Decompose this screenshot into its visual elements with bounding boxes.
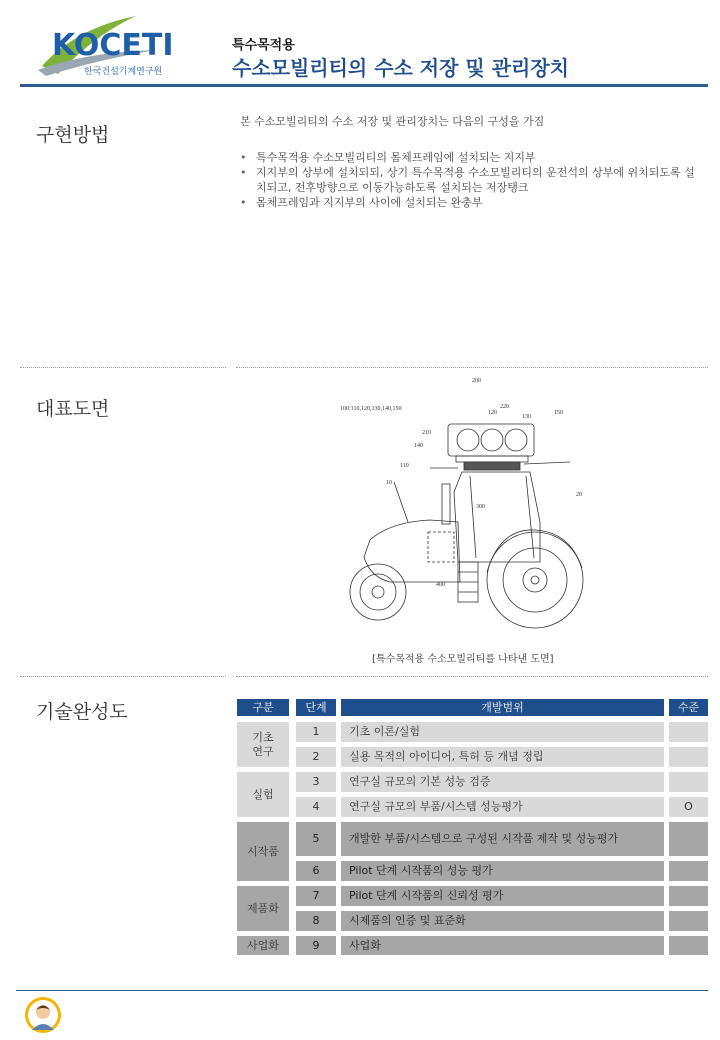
bullet-item: • 지지부의 상부에 설치되되, 상기 특수목적용 수소모빌리티의 운전석의 상부에 위치되도록 설치되고, 전후방향으로 이동가능하도록 설치되는 저장탱크 <box>240 165 700 195</box>
page-title: 수소모빌리티의 수소 저장 및 관리장치 <box>232 56 569 80</box>
fig-label: 150 <box>554 410 563 416</box>
fig-label: 300 <box>476 504 485 510</box>
stage-cell: 1 <box>296 722 336 742</box>
fig-label: 400 <box>436 582 445 588</box>
stage-cell: 8 <box>296 911 336 931</box>
level-cell <box>669 822 708 856</box>
scope-cell: 기초 이론/실험 <box>341 722 664 742</box>
scope-cell: Pilot 단계 시작품의 신뢰성 평가 <box>341 886 664 906</box>
footer-divider <box>16 990 708 991</box>
scope-cell: 사업화 <box>341 936 664 955</box>
section-label-maturity: 기술완성도 <box>36 701 128 723</box>
fig-label: 140 <box>414 443 423 449</box>
scope-cell: 실용 목적의 아이디어, 특허 등 개념 정립 <box>341 747 664 767</box>
scope-cell: 개발한 부품/시스템으로 구성된 시작품 제작 및 성능평가 <box>341 822 664 856</box>
table-header-category: 구분 <box>237 699 289 716</box>
fig-label: 200 <box>472 378 481 384</box>
scope-cell: 연구실 규모의 부품/시스템 성능평가 <box>341 797 664 817</box>
avatar-icon <box>24 996 62 1034</box>
fig-label: 10 <box>386 480 392 486</box>
logo-subtext: 한국건설기계연구원 <box>84 67 163 77</box>
fig-label: 20 <box>576 492 582 498</box>
level-cell <box>669 911 708 931</box>
stage-cell: 2 <box>296 747 336 767</box>
level-cell <box>669 747 708 767</box>
stage-cell: 9 <box>296 936 336 955</box>
category-productization: 제품화 <box>237 886 289 931</box>
category-commercialization: 사업화 <box>237 936 289 955</box>
table-header-stage: 단계 <box>296 699 336 716</box>
fig-label: 210 <box>422 430 431 436</box>
section-label-method: 구현방법 <box>36 124 110 146</box>
stage-cell: 7 <box>296 886 336 906</box>
level-cell <box>669 886 708 906</box>
bullet-item: • 몸체프레임과 지지부의 사이에 설치되는 완충부 <box>240 195 700 210</box>
header-divider <box>20 84 708 87</box>
fig-label: 220 <box>500 404 509 410</box>
fig-label: 120 <box>488 410 497 416</box>
scope-cell: 연구실 규모의 기본 성능 검증 <box>341 772 664 792</box>
koceti-logo <box>36 8 176 78</box>
fig-label: 110 <box>400 463 409 469</box>
category-prototype: 시작품 <box>237 822 289 881</box>
fig-label: 130 <box>522 414 531 420</box>
divider-left <box>20 676 226 677</box>
divider-right <box>236 676 708 677</box>
scope-cell: Pilot 단계 시작품의 성능 평가 <box>341 861 664 881</box>
stage-cell: 3 <box>296 772 336 792</box>
divider-left <box>20 367 226 368</box>
scope-cell: 시제품의 인증 및 표준화 <box>341 911 664 931</box>
figure-caption: [특수목적용 수소모빌리티를 나타낸 도면] <box>372 654 554 665</box>
method-bullet-list <box>240 150 700 210</box>
tractor-drawing <box>330 372 600 642</box>
level-cell <box>669 861 708 881</box>
level-cell <box>669 772 708 792</box>
bullet-item: • 특수목적용 수소모빌리티의 몸체프레임에 설치되는 지지부 <box>240 150 700 165</box>
stage-cell: 6 <box>296 861 336 881</box>
logo-text: KOCETI <box>52 28 174 63</box>
level-cell: O <box>669 797 708 817</box>
level-cell <box>669 936 708 955</box>
divider-right <box>236 367 708 368</box>
section-label-drawing: 대표도면 <box>36 398 110 420</box>
header-subtitle: 특수목적용 <box>232 38 295 53</box>
category-experiment: 실험 <box>237 772 289 817</box>
table-header-scope: 개발범위 <box>341 699 664 716</box>
table-header-level: 수준 <box>669 699 708 716</box>
level-cell <box>669 722 708 742</box>
stage-cell: 5 <box>296 822 336 856</box>
stage-cell: 4 <box>296 797 336 817</box>
category-basic-research: 기초 연구 <box>237 722 289 767</box>
method-intro: 본 수소모빌리티의 수소 저장 및 관리장치는 다음의 구성을 가짐 <box>240 115 545 128</box>
fig-label: 100:110,120,130,140,150 <box>340 406 402 412</box>
